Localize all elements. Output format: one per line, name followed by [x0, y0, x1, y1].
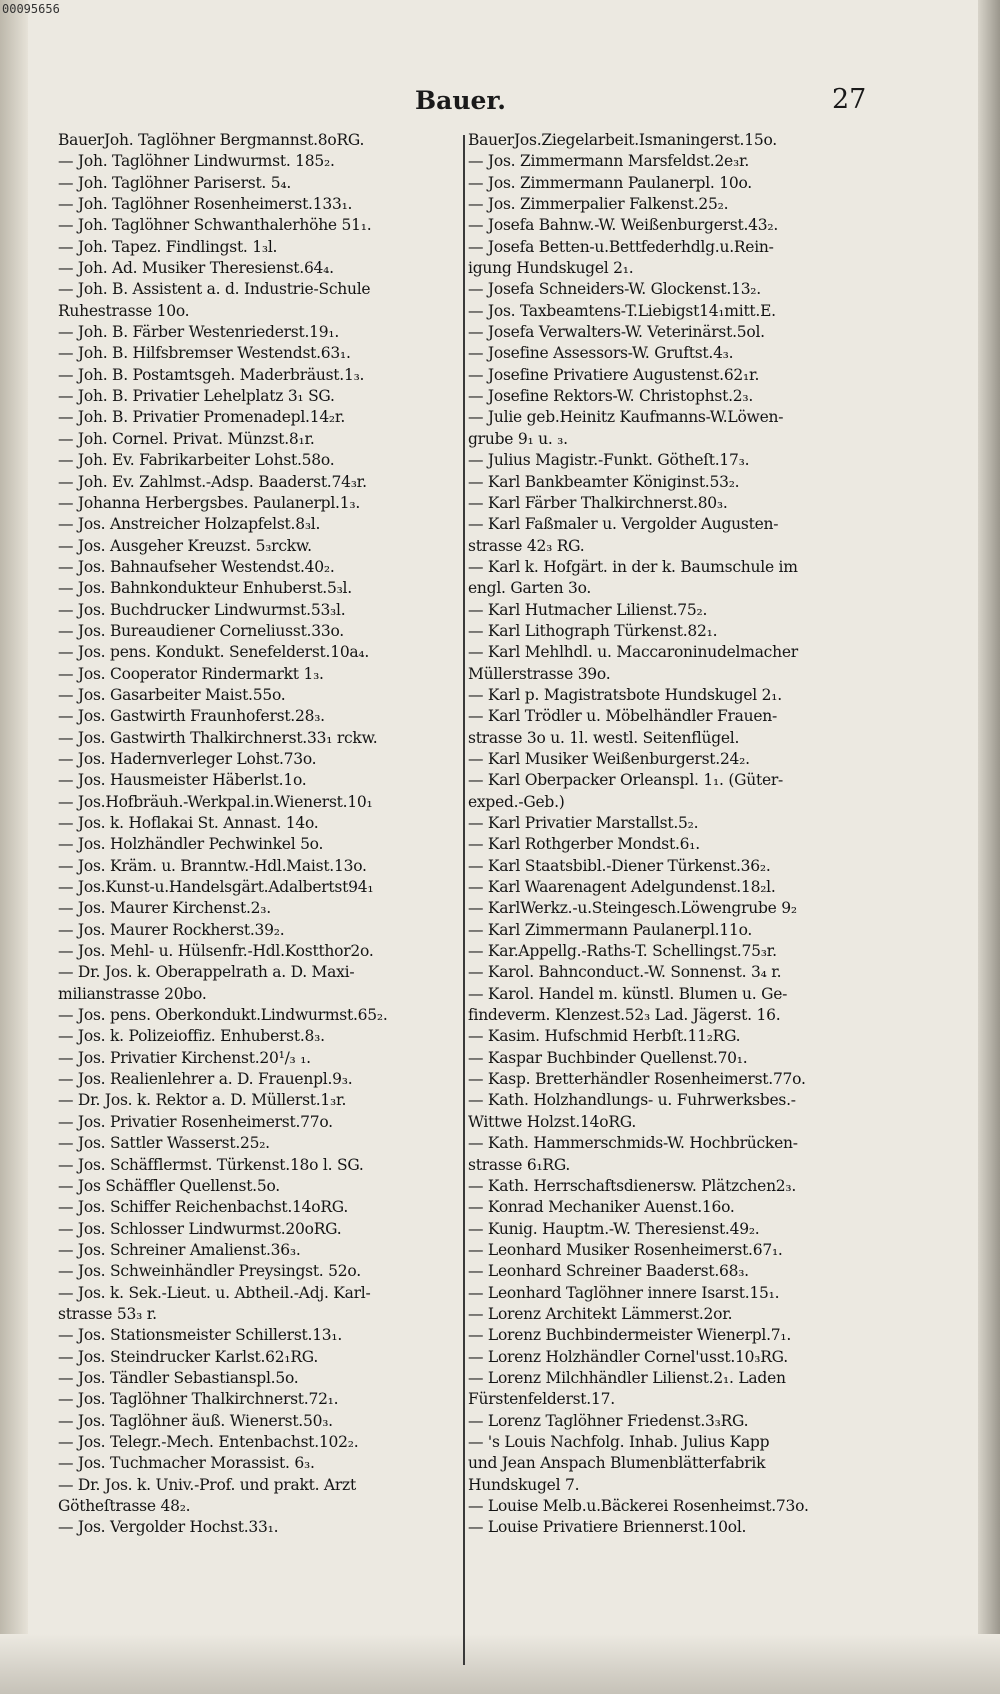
scan-id: 00095656 — [2, 2, 60, 16]
directory-entry: — Jos. Maurer Kirchenst.2₃. — [58, 899, 271, 918]
directory-entry: — Joh. Ev. Fabrikarbeiter Lohst.58o. — [58, 451, 335, 470]
directory-entry: — KarlWerkz.-u.Steingesch.Löwengrube 9₂ — [468, 899, 797, 918]
directory-entry: — Karl Rothgerber Mondst.6₁. — [468, 835, 700, 854]
directory-entry: — Joh. B. Privatier Lehelplatz 3₁ SG. — [58, 387, 335, 406]
directory-entry: — Karl Waarenagent Adelgundenst.18₂l. — [468, 878, 776, 897]
directory-entry: — Lorenz Holzhändler Cornel'usst.10₃RG. — [468, 1347, 788, 1366]
directory-entry: — 's Louis Nachfolg. Inhab. Julius Kapp — [468, 1432, 770, 1451]
directory-entry: — Jos. Schlosser Lindwurmst.20oRG. — [58, 1219, 342, 1238]
directory-entry: — Jos. Taxbeamtens-T.Liebigst14₁mitt.E. — [468, 301, 776, 320]
directory-entry: — Karol. Bahnconduct.-W. Sonnenst. 3₄ r. — [468, 963, 782, 982]
directory-entry: — Karl Färber Thalkirchnerst.80₃. — [468, 493, 728, 512]
directory-entry: — Jos. Vergolder Hochst.33₁. — [58, 1518, 279, 1537]
directory-entry: grube 9₁ u. ₃. — [468, 429, 568, 448]
directory-entry: — Jos. Hausmeister Häberlst.1o. — [58, 771, 307, 790]
directory-entry: — Jos. Bureaudiener Corneliusst.33o. — [58, 621, 344, 640]
directory-entry: — Joh. Taglöhner Lindwurmst. 185₂. — [58, 152, 335, 171]
directory-entry: — Karl Mehlhdl. u. Maccaroninudelmacher — [468, 643, 798, 662]
running-title: Bauer. — [415, 86, 506, 115]
directory-entry: — Jos. pens. Kondukt. Senefelderst.10a₄. — [58, 643, 370, 662]
directory-entry: — Jos. pens. Oberkondukt.Lindwurmst.65₂. — [58, 1006, 388, 1025]
directory-entry: — Karl Zimmermann Paulanerpl.11o. — [468, 920, 753, 939]
directory-entry: — Karl Oberpacker Orleanspl. 1₁. (Güter- — [468, 771, 784, 790]
directory-entry: — Jos. Telegr.-Mech. Entenbachst.102₂. — [58, 1432, 359, 1451]
directory-entry: — Leonhard Musiker Rosenheimerst.67₁. — [468, 1240, 783, 1259]
directory-entry: — Josefine Privatiere Augustenst.62₁r. — [468, 365, 760, 384]
directory-entry: strasse 53₃ r. — [58, 1304, 157, 1323]
directory-entry: — Jos. Gasarbeiter Maist.55o. — [58, 685, 286, 704]
directory-entry: — Jos. Privatier Kirchenst.20¹/₃ ₁. — [58, 1048, 311, 1067]
directory-entry: — Karl Lithograph Türkenst.82₁. — [468, 621, 718, 640]
directory-entry: strasse 6₁RG. — [468, 1155, 571, 1174]
directory-entry: BauerJoh. Taglöhner Bergmannst.8oRG. — [58, 131, 365, 149]
directory-entry: — Josefa Schneiders-W. Glockenst.13₂. — [468, 280, 761, 299]
directory-entry: — Jos.Hofbräuh.-Werkpal.in.Wienerst.10₁ — [58, 792, 373, 811]
directory-entry: — Joh. Ad. Musiker Theresienst.64₄. — [58, 259, 334, 278]
directory-entry: — Louise Melb.u.Bäckerei Rosenheimst.73o. — [468, 1497, 809, 1515]
directory-entry: — Joh. Ev. Zahlmst.-Adsp. Baaderst.74₃r. — [58, 472, 367, 491]
directory-entry: — Karol. Handel m. künstl. Blumen u. Ge- — [468, 984, 788, 1003]
directory-entry: — Jos. Zimmerpalier Falkenst.25₂. — [468, 195, 729, 214]
directory-entry: — Jos. Buchdrucker Lindwurmst.53₃l. — [58, 600, 346, 619]
directory-entry: — Jos. Schweinhändler Preysingst. 52o. — [58, 1262, 361, 1281]
directory-entry: — Jos. Kräm. u. Branntw.-Hdl.Maist.13o. — [58, 856, 367, 875]
directory-entry: — Joh. B. Assistent a. d. Industrie-Schule — [58, 280, 371, 299]
page-bottom-edge — [0, 1634, 1000, 1694]
directory-entry: — Jos. Tuchmacher Morassist. 6₃. — [58, 1454, 315, 1473]
directory-entry: — Jos. Holzhändler Pechwinkel 5o. — [58, 835, 324, 854]
directory-entry: — Jos. Schäfflermst. Türkenst.18o l. SG. — [58, 1155, 364, 1174]
directory-entry: Hundskugel 7. — [468, 1475, 580, 1494]
directory-entry: — Kath. Hammerschmids-W. Hochbrücken- — [468, 1134, 798, 1153]
directory-entry: — Karl Hutmacher Lilienst.75₂. — [468, 600, 708, 619]
directory-entry: — Joh. B. Färber Westenriederst.19₁. — [58, 323, 340, 342]
directory-entry: engl. Garten 3o. — [468, 579, 592, 598]
directory-entry: — Jos. Tändler Sebastianspl.5o. — [58, 1368, 299, 1387]
directory-entry: igung Hundskugel 2₁. — [468, 259, 634, 278]
directory-entry: — Kath. Holzhandlungs- u. Fuhrwerksbes.- — [468, 1091, 796, 1110]
directory-entry: — Jos. Steindrucker Karlst.62₁RG. — [58, 1347, 319, 1366]
directory-entry: — Jos. Taglöhner Thalkirchnerst.72₁. — [58, 1390, 339, 1409]
directory-entry: — Joh. B. Privatier Promenadepl.14₂r. — [58, 408, 346, 427]
directory-entry: strasse 3o u. 1l. westl. Seitenflügel. — [468, 728, 740, 747]
directory-entry: und Jean Anspach Blumenblätterfabrik — [468, 1454, 766, 1473]
directory-entry: — Joh. B. Hilfsbremser Westendst.63₁. — [58, 344, 351, 363]
directory-entry: — Louise Privatiere Briennerst.10ol. — [468, 1518, 747, 1537]
directory-entry: exped.-Geb.) — [468, 792, 565, 811]
directory-entry: findeverm. Klenzest.52₃ Lad. Jägerst. 16. — [468, 1006, 781, 1025]
directory-entry: — Josefine Rektors-W. Christophst.2₃. — [468, 387, 753, 406]
left-column — [58, 130, 460, 1640]
directory-entry: — Joh. Taglöhner Pariserst. 5₄. — [58, 173, 292, 192]
directory-entry: — Karl Trödler u. Möbelhändler Frauen- — [468, 707, 777, 726]
directory-entry: — Jos.Kunst-u.Handelsgärt.Adalbertst94₁ — [58, 878, 374, 897]
directory-entry: — Jos. Taglöhner äuß. Wienerst.50₃. — [58, 1411, 333, 1430]
directory-entry: — Jos. k. Hoflakai St. Annast. 14o. — [58, 814, 319, 832]
directory-entry: — Josefine Assessors-W. Gruftst.4₃. — [468, 344, 734, 363]
directory-entry: — Jos Schäffler Quellenst.5o. — [58, 1176, 280, 1195]
directory-entry: Ruhestrasse 10o. — [58, 301, 190, 320]
directory-entry: — Josefa Bahnw.-W. Weißenburgerst.43₂. — [468, 216, 779, 235]
directory-entry: — Karl Privatier Marstallst.5₂. — [468, 814, 699, 832]
directory-entry: — Dr. Jos. k. Univ.-Prof. und prakt. Arzt — [58, 1475, 356, 1494]
directory-entry: Fürstenfelderst.17. — [468, 1390, 615, 1409]
directory-entry: — Jos. Privatier Rosenheimerst.77o. — [58, 1112, 333, 1131]
directory-entry: — Julie geb.Heinitz Kaufmanns-W.Löwen- — [468, 408, 784, 427]
directory-entry: — Lorenz Taglöhner Friedenst.3₃RG. — [468, 1411, 749, 1430]
directory-entry: — Kath. Herrschaftsdienersw. Plätzchen2₃. — [468, 1176, 797, 1195]
directory-entry: — Leonhard Taglöhner innere Isarst.15₁. — [468, 1283, 780, 1302]
directory-entry: — Jos. Schreiner Amalienst.36₃. — [58, 1240, 301, 1259]
directory-entry: — Karl Staatsbibl.-Diener Türkenst.36₂. — [468, 856, 771, 875]
directory-entry: — Kar.Appellg.-Raths-T. Schellingst.75₃r. — [468, 942, 777, 961]
directory-entry: — Jos. Maurer Rockherst.39₂. — [58, 920, 285, 939]
directory-entry: — Jos. Ausgeher Kreuzst. 5₃rckw. — [58, 536, 312, 555]
binding-margin — [0, 0, 28, 1694]
directory-entry: — Jos. Realienlehrer a. D. Frauenpl.9₃. — [58, 1070, 353, 1089]
directory-entry: — Julius Magistr.-Funkt. Götheſt.17₃. — [468, 451, 750, 470]
right-column — [468, 130, 876, 1640]
directory-entry: — Lorenz Buchbindermeister Wienerpl.7₁. — [468, 1326, 792, 1345]
column-divider — [463, 135, 465, 1665]
directory-entry: — Jos. Zimmermann Marsfeldst.2e₃r. — [468, 152, 750, 171]
directory-entry: — Kunig. Hauptm.-W. Theresienst.49₂. — [468, 1219, 760, 1238]
directory-entry: — Johanna Herbergsbes. Paulanerpl.1₃. — [58, 493, 360, 512]
directory-entry: — Lorenz Architekt Lämmerst.2or. — [468, 1304, 733, 1323]
directory-entry: — Leonhard Schreiner Baaderst.68₃. — [468, 1262, 749, 1281]
directory-entry: — Kasp. Bretterhändler Rosenheimerst.77o. — [468, 1070, 806, 1089]
directory-entry: — Jos. Bahnaufseher Westendst.40₂. — [58, 557, 335, 576]
directory-entry: — Jos. k. Sek.-Lieut. u. Abtheil.-Adj. Karl- — [58, 1283, 371, 1302]
directory-entry: strasse 42₃ RG. — [468, 536, 585, 555]
directory-entry: — Karl p. Magistratsbote Hundskugel 2₁. — [468, 685, 782, 704]
directory-entry: — Joh. Tapez. Findlingst. 1₃l. — [58, 237, 278, 256]
directory-entry: Wittwe Holzst.14oRG. — [468, 1112, 637, 1131]
directory-entry: — Kaspar Buchbinder Quellenst.70₁. — [468, 1048, 748, 1067]
directory-entry: — Jos. k. Polizeioffiz. Enhuberst.8₃. — [58, 1027, 325, 1046]
directory-entry: — Josefa Verwalters-W. Veterinärst.5ol. — [468, 323, 765, 342]
directory-entry: — Dr. Jos. k. Rektor a. D. Müllerst.1₃r. — [58, 1091, 347, 1110]
page-header — [0, 86, 1000, 126]
directory-entry: — Jos. Zimmermann Paulanerpl. 10o. — [468, 173, 752, 192]
directory-entry: — Jos. Anstreicher Holzapfelst.8₃l. — [58, 515, 321, 534]
directory-entry: — Dr. Jos. k. Oberappelrath a. D. Maxi- — [58, 963, 355, 982]
directory-entry: — Joh. B. Postamtsgeh. Maderbräust.1₃. — [58, 365, 365, 384]
directory-entry: Müllerstrasse 39o. — [468, 664, 611, 683]
directory-entry: milianstrasse 20bo. — [58, 984, 207, 1003]
directory-entry: — Konrad Mechaniker Auenst.16o. — [468, 1198, 735, 1217]
directory-entry: — Josefa Betten-u.Bettfederhdlg.u.Rein- — [468, 237, 774, 256]
directory-entry: BauerJos.Ziegelarbeit.Ismaningerst.15o. — [468, 131, 777, 149]
directory-entry: — Jos. Hadernverleger Lohst.73o. — [58, 749, 317, 768]
directory-entry: — Jos. Gastwirth Fraunhoferst.28₃. — [58, 707, 325, 726]
directory-entry: — Karl Faßmaler u. Vergolder Augusten- — [468, 515, 779, 534]
directory-entry: — Joh. Taglöhner Schwanthalerhöhe 51₁. — [58, 216, 372, 235]
directory-entry: — Jos. Sattler Wasserst.25₂. — [58, 1134, 270, 1153]
directory-entry: — Joh. Taglöhner Rosenheimerst.133₁. — [58, 195, 353, 214]
directory-entry: Götheſtrasse 48₂. — [58, 1497, 191, 1515]
directory-entry: — Joh. Cornel. Privat. Münzst.8₁r. — [58, 429, 315, 448]
directory-entry: — Jos. Bahnkondukteur Enhuberst.5₃l. — [58, 579, 352, 598]
directory-entry: — Jos. Gastwirth Thalkirchnerst.33₁ rckw. — [58, 728, 378, 747]
page-number: 27 — [832, 84, 867, 115]
directory-entry: — Jos. Cooperator Rindermarkt 1₃. — [58, 664, 324, 683]
directory-entry: — Jos. Schiffer Reichenbachst.14oRG. — [58, 1198, 349, 1217]
directory-entry: — Karl Musiker Weißenburgerst.24₂. — [468, 749, 750, 768]
directory-entry: — Jos. Mehl- u. Hülsenfr.-Hdl.Kostthor2o. — [58, 942, 374, 961]
page-edge — [978, 0, 1000, 1694]
directory-entry: — Karl Bankbeamter Königinst.53₂. — [468, 472, 740, 491]
directory-entry: — Lorenz Milchhändler Lilienst.2₁. Laden — [468, 1368, 786, 1387]
directory-entry: — Kasim. Hufschmid Herbſt.11₂RG. — [468, 1027, 741, 1046]
directory-entry: — Karl k. Hofgärt. in der k. Baumschule im — [468, 557, 798, 576]
directory-entry: — Jos. Stationsmeister Schillerst.13₁. — [58, 1326, 343, 1345]
